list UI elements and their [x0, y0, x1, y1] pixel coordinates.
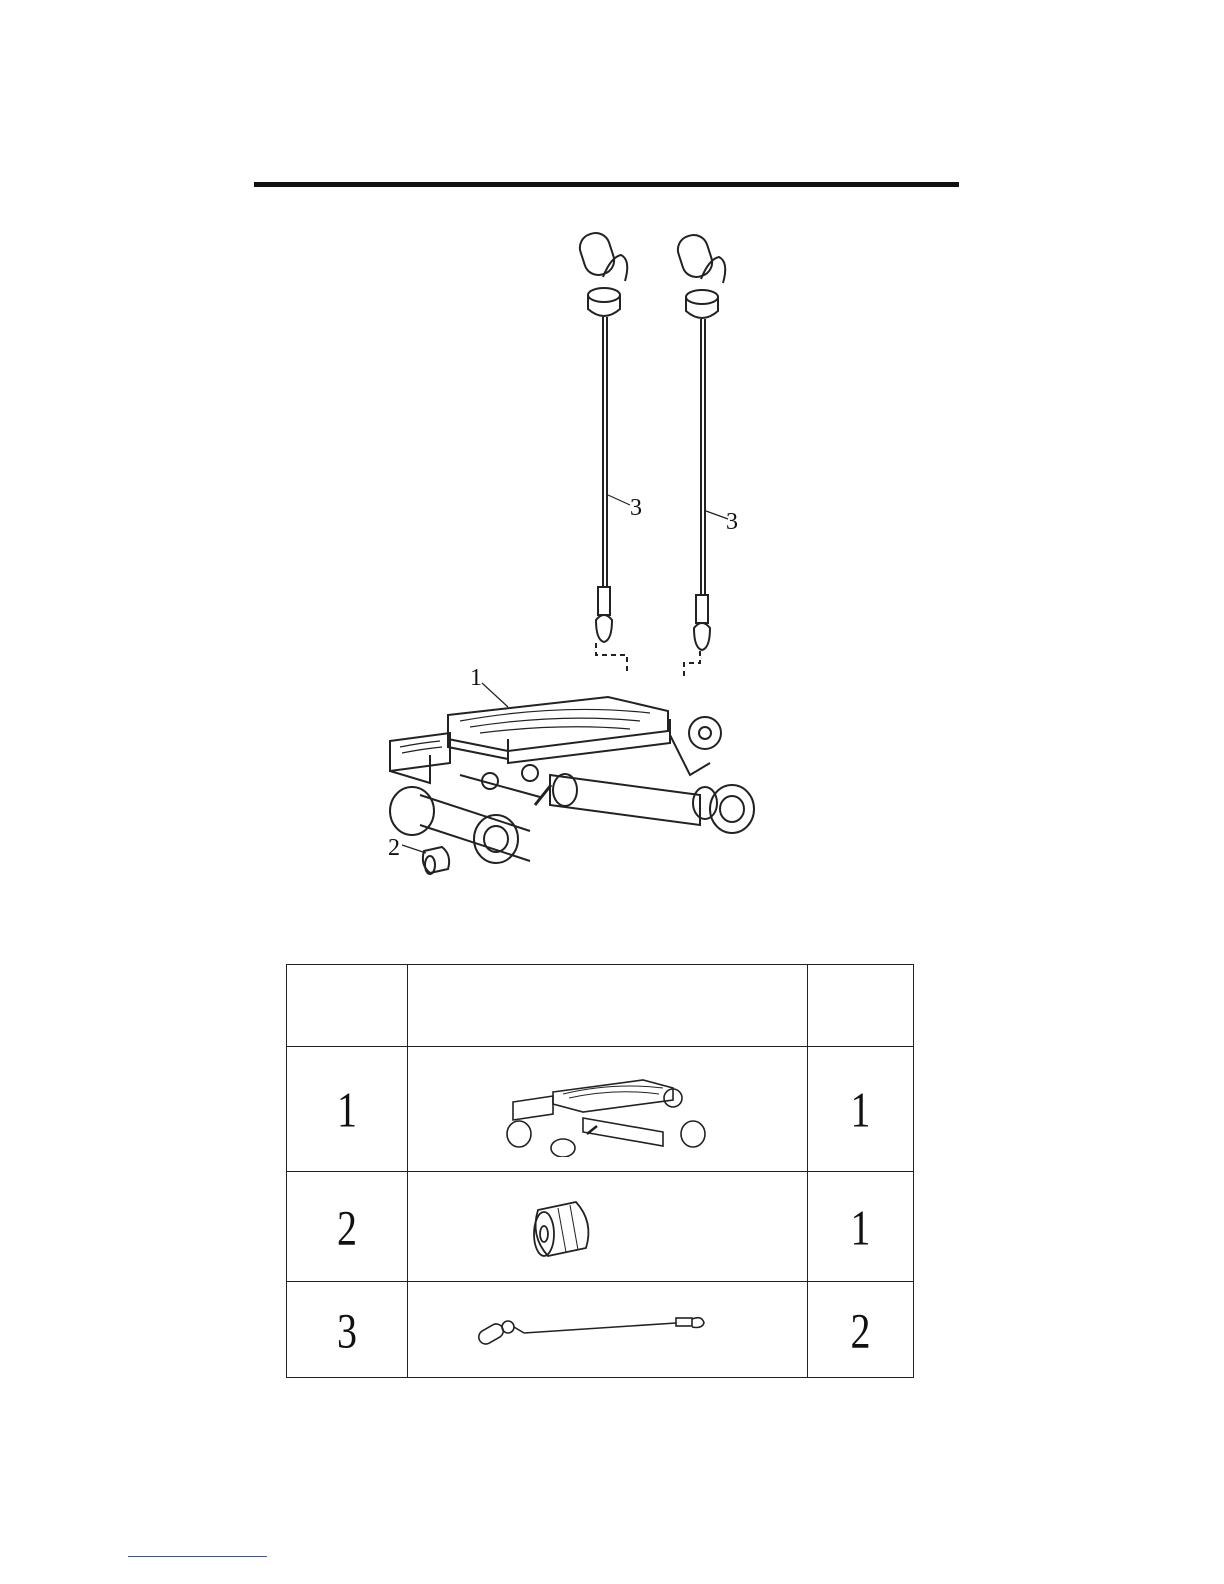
callout-frame: 1 — [470, 665, 482, 691]
part-qty: 2 — [808, 1270, 914, 1390]
part-image — [408, 1047, 808, 1172]
stepper-assembly-illustration — [360, 215, 820, 895]
part-number: 1 — [287, 1031, 408, 1187]
footer-line — [128, 1556, 267, 1557]
stepper-icon — [503, 1062, 713, 1157]
part-qty: 1 — [808, 1031, 914, 1187]
resistance-rope-icon — [428, 1305, 788, 1355]
part-number: 2 — [287, 1158, 408, 1296]
resistance-rope-left-icon — [576, 229, 627, 675]
title-rule — [254, 182, 959, 187]
callout-rope-left: 3 — [630, 495, 642, 521]
adjustment-knob-icon — [423, 847, 449, 874]
assembly-diagram — [360, 215, 820, 895]
table-row — [287, 1282, 914, 1378]
header-description — [408, 965, 808, 1047]
part-image — [408, 1172, 808, 1282]
parts-list-table — [286, 964, 914, 1378]
callout-rope-right: 3 — [726, 509, 738, 535]
table-row — [287, 1172, 914, 1282]
part-qty: 1 — [808, 1158, 914, 1296]
stepper-frame-icon — [390, 697, 754, 863]
adjustment-knob-icon — [458, 1192, 758, 1262]
part-image — [408, 1282, 808, 1378]
table-row — [287, 1047, 914, 1172]
callout-nut: 2 — [388, 835, 400, 861]
resistance-rope-right-icon — [674, 231, 725, 679]
part-number: 3 — [287, 1270, 408, 1390]
